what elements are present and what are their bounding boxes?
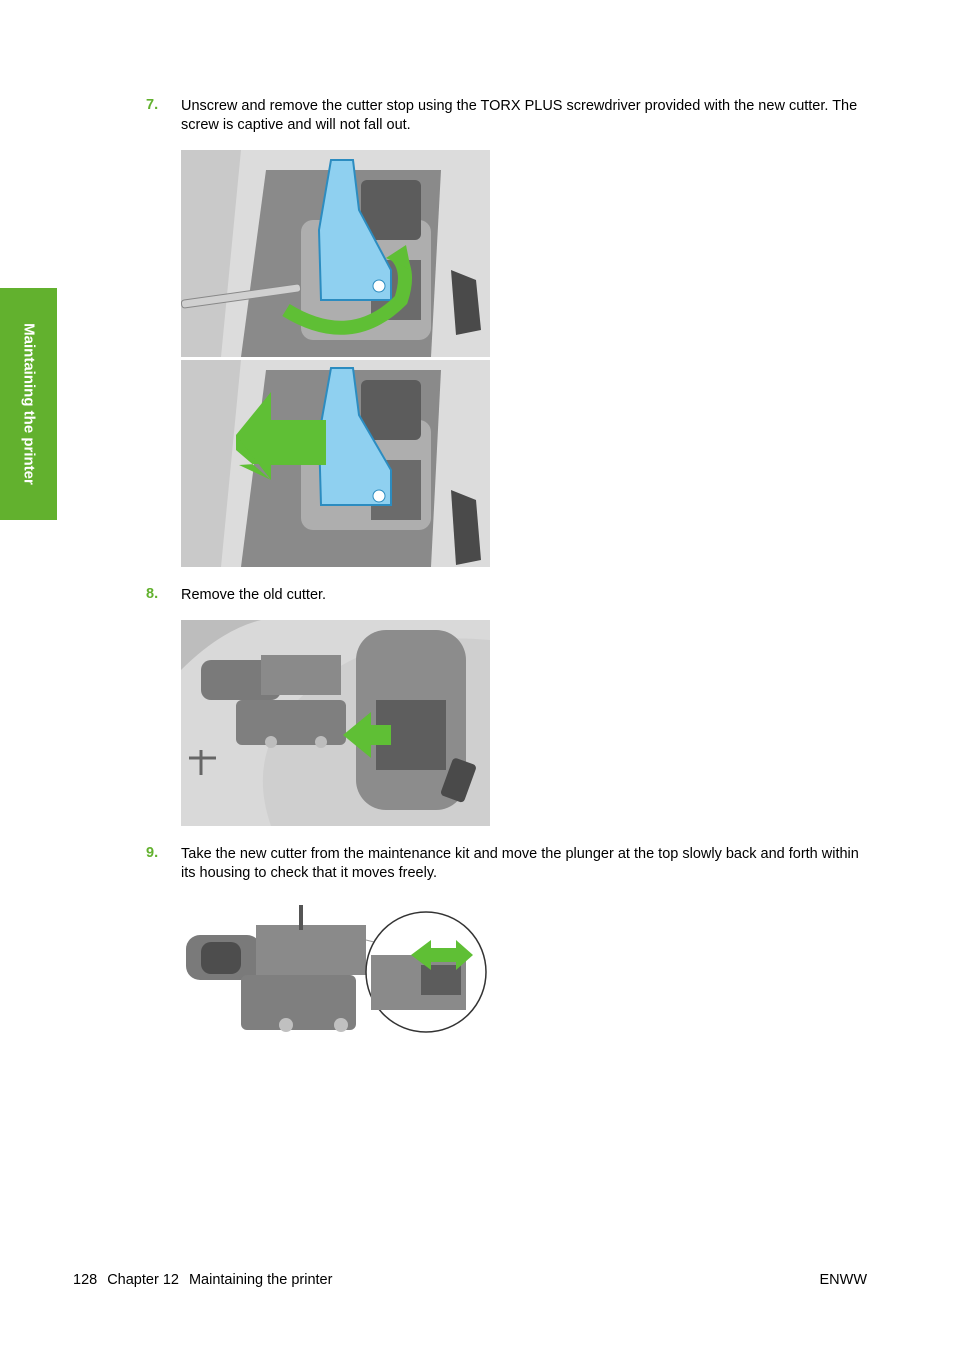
figure-remove-cutter-stop (181, 360, 490, 567)
footer-chapter: Chapter 12 (107, 1272, 179, 1288)
step-7-number: 7. (146, 97, 159, 113)
footer-page-number: 128 (73, 1272, 98, 1288)
step-9-number: 9. (146, 845, 159, 861)
step-7-text: Unscrew and remove the cutter stop using the TORX PLUS screwdriver provided with the new cutter. The screw is captive and will not fall out. (181, 98, 858, 133)
figure-remove-old-cutter (181, 620, 490, 826)
step-8-number: 8. (146, 586, 159, 602)
figure-check-plunger (181, 900, 490, 1040)
figure-unscrew-cutter-stop (181, 150, 490, 357)
chapter-side-tab (0, 288, 57, 520)
step-9-text: Take the new cutter from the maintenance kit and move the plunger at the top slowly back and forth within its housing to check that it moves freely. (181, 846, 859, 881)
step-8-text: Remove the old cutter. (181, 587, 327, 603)
footer-section: Maintaining the printer (188, 1272, 333, 1288)
footer-right: ENWW (819, 1272, 867, 1288)
chapter-side-tab-label: Maintaining the printer (20, 323, 37, 485)
footer-left (73, 1272, 332, 1288)
